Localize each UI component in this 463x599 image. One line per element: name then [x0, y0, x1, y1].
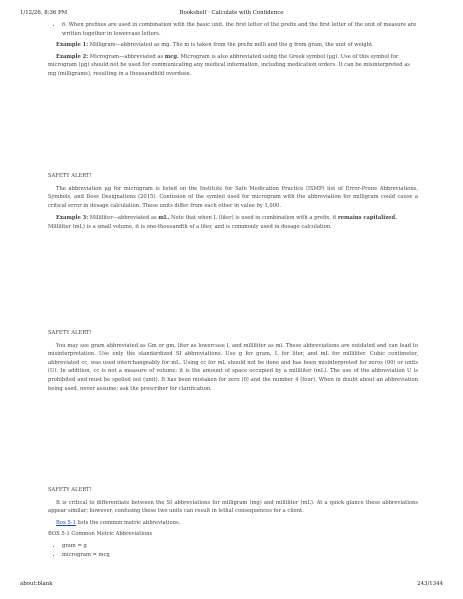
safety-alert-1: [48, 172, 418, 232]
list-item: • 6. When prefixes are used in combination with the basic unit, the first letter of the prefix and the first letter of the unit of measure are written together in lowercase letters.: [62, 21, 418, 38]
list-item: • gram = g: [62, 542, 418, 551]
safety-alert-heading: SAFETY ALERT!: [48, 330, 92, 336]
example-text: Milligram—abbreviated as mg. The m is taken from the prefix milli and the g from gram, the unit of weight.: [88, 42, 374, 49]
example-2: [48, 53, 418, 79]
example-label: Example 3:: [56, 215, 89, 222]
safety-alert-2: [48, 329, 418, 393]
box-reference-text: lists the common metric abbreviations.: [75, 519, 181, 526]
example-text: Note that when L (liter) is used in combination with a prefix, it: [169, 215, 339, 222]
safety-alert-text: It is critical to differentiate between the SI abbreviations for milligram (mg) and milliliter (mL). At a quick glance these abbreviations appear similar; however, confusing these two units can result in lethal consequences for a client.: [48, 499, 418, 515]
browser-print-header: [0, 10, 463, 20]
list-item: • microgram = mcg: [62, 551, 418, 560]
box-title: BOX 5-1 Common Metric Abbreviations: [48, 531, 153, 538]
example-3: [48, 214, 418, 231]
safety-alert-heading: SAFETY ALERT!: [48, 173, 92, 179]
example-text: Milliliter (mL) is a small volume, it is one-thousandth of a liter, and is commonly used in dosage calculation.: [48, 223, 332, 230]
print-url: about:blank: [20, 581, 53, 587]
browser-print-footer: [0, 581, 463, 591]
example-bold: mcg.: [164, 53, 179, 60]
box-reference: [48, 519, 418, 528]
example-text: Milliliter—abbreviated as: [88, 215, 159, 222]
rules-list: [48, 21, 418, 38]
example-text: Microgram is also abbreviated using the Greek symbol (μg). Use of this symbol for microgram (μg) should not be used for communicating any medical information, including medication orders. It can be misinterpreted as mg (milligrams), resulting in a thousandfold overdose.: [48, 53, 410, 77]
example-bold: remains capitalized.: [338, 215, 397, 222]
example-bold: mL.: [158, 215, 170, 222]
box-5-1-link[interactable]: Box 5-1: [56, 519, 76, 526]
print-page-title: Bookshelf · Calculate with Confidence: [179, 10, 284, 16]
print-page-number: 243/1344: [417, 581, 443, 587]
safety-alert-3: [48, 486, 418, 559]
example-label: Example 2:: [56, 53, 89, 60]
print-datetime: 1/12/26, 8:36 PM: [20, 10, 68, 16]
page-content: [48, 21, 418, 79]
example-text: Microgram—abbreviated as: [88, 53, 165, 60]
example-label: Example 1:: [56, 42, 89, 49]
example-1: [48, 41, 418, 50]
safety-alert-text: You may see gram abbreviated as Gm or gm, liter as lowercase l, and milliliter as ml. These abbreviations are outdated and can lead to misinterpretation. Use only the standardized SI abbreviations. Use g for gram, L for liter, and mL for milliliter. Cubic centimeter, abbreviated cc, was used interchangeably for mL. Using cc for mL should not be done and has been misinterpreted for zeros (00) or units (U). In addition, cc is not a measure of volume; it is the amount of space occupied by a milliliter (mL). The use of the abbreviation U is prohibited and must be spelled out (unit). It has been mistaken for zero (0) and the number 4 (four). When in doubt about an abbreviation being used, never assume; ask the prescriber for clarification.: [48, 342, 418, 392]
abbreviation-list: [48, 542, 418, 559]
safety-alert-heading: SAFETY ALERT!: [48, 487, 92, 493]
safety-alert-text: The abbreviation μg for microgram is listed on the Institute for Safe Medication Practice (ISMP) list of Error-Prone Abbreviations, Symbols, and Dose Designations (2015). Confusion of the symbol used for microgram with the abbreviation for milligram could cause a critical error in dosage calculation. These units differ from each other in value by 1,000.: [48, 185, 418, 209]
